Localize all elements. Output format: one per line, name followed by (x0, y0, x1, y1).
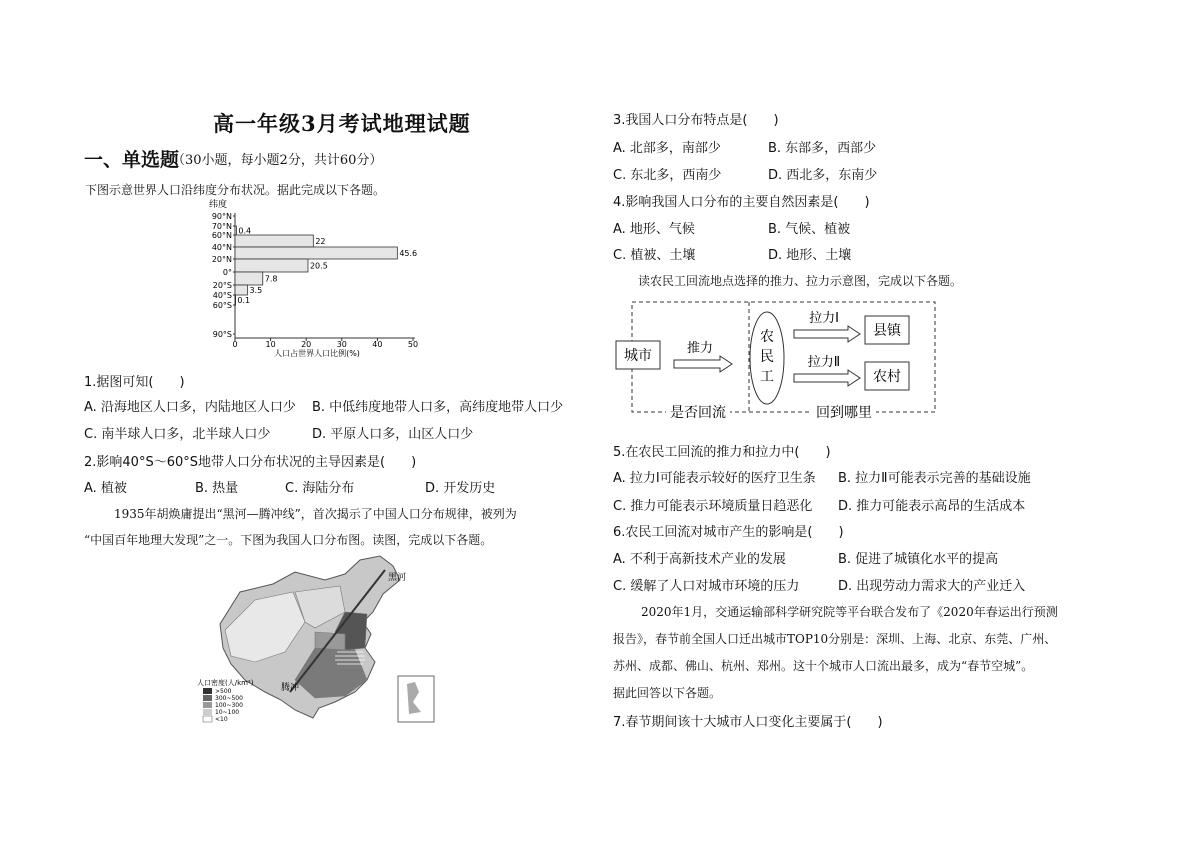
legend-swatch-2 (203, 695, 212, 701)
label-town: 县镇 (873, 323, 901, 339)
q1-option-a[interactable]: A. 沿海地区人口多，内陆地区人口少 (84, 400, 296, 415)
chart-bar-value-label: 20.5 (309, 261, 328, 271)
section-note: （30小题，每小题2分，共计60分） (172, 153, 383, 168)
q1-option-d[interactable]: D. 平原人口多，山区人口少 (312, 427, 474, 442)
intro-spring-line-2: 报告》，春节前全国人口迁出城市TOP10分别是：深圳、上海、北京、东莞、广州、 (613, 632, 1057, 646)
intro-spring-line-4: 据此回答以下各题。 (613, 686, 722, 700)
q6-option-c[interactable]: C. 缓解了人口对城市环境的压力 (613, 579, 800, 594)
q2-option-d[interactable]: D. 开发历史 (425, 481, 496, 496)
q3-option-a[interactable]: A. 北部多，南部少 (613, 141, 721, 156)
chart-bar-value-label: 45.6 (399, 249, 418, 258)
intro-latitude-chart: 下图示意世界人口沿纬度分布状况。据此完成以下各题。 (85, 183, 386, 197)
label-worker-3: 工 (760, 369, 774, 385)
q7-stem: 7.春节期间该十大城市人口变化主要属于( ) (613, 715, 883, 730)
lat-tick-label: 70°N (211, 222, 232, 231)
chart-xlabel: 人口占世界人口比例(%) (274, 349, 360, 358)
q2-option-a[interactable]: A. 植被 (84, 481, 127, 496)
chart-bar-value-label: 3.5 (249, 286, 263, 295)
q6-stem: 6.农民工回流对城市产生的影响是( ) (613, 525, 844, 540)
chart-bar-value-label: 0.1 (237, 296, 251, 305)
chart-bar (235, 247, 397, 259)
q4-option-b[interactable]: B. 气候、植被 (768, 222, 851, 237)
q5-option-a[interactable]: A. 拉力Ⅰ可能表示较好的医疗卫生条 (613, 471, 816, 486)
chart-bar-value-label: 7.8 (264, 274, 278, 284)
q5-option-d[interactable]: D. 推力可能表示高昂的生活成本 (838, 499, 1026, 514)
q4-stem: 4.影响我国人口分布的主要自然因素是( ) (613, 195, 870, 210)
lat-tick-label: 90°N (211, 212, 232, 221)
q1-option-c[interactable]: C. 南半球人口多，北半球人口少 (84, 427, 271, 442)
label-village: 农村 (873, 369, 901, 385)
lat-tick-label: 0° (222, 268, 232, 277)
q3-stem: 3.我国人口分布特点是( ) (613, 113, 779, 128)
legend-item-3: 100~300 (215, 702, 243, 709)
chart-bar (235, 235, 313, 247)
legend-swatch-3 (203, 702, 212, 708)
chart-bar (235, 226, 236, 235)
push-arrow (674, 356, 732, 372)
intro-migrant-diagram: 读农民工回流地点选择的推力、拉力示意图，完成以下各题。 (638, 274, 963, 288)
q6-option-a[interactable]: A. 不利于高新技术产业的发展 (613, 552, 786, 567)
q2-option-b[interactable]: B. 热量 (195, 481, 239, 496)
label-where-return: 回到哪里 (816, 405, 872, 421)
label-heihe: 黑河 (388, 573, 407, 583)
q2-stem: 2.影响40°S～60°S地带人口分布状况的主导因素是( ) (84, 455, 417, 470)
label-whether-return: 是否回流 (670, 405, 726, 421)
section-heading: 一、单选题 (84, 149, 180, 171)
legend-item-1: >500 (215, 688, 232, 695)
lat-tick-label: 40°N (211, 243, 232, 252)
x-tick-label: 50 (407, 340, 419, 349)
lat-tick-label: 60°S (212, 301, 232, 310)
chart-bar-value-label: 0.4 (238, 226, 252, 236)
page-title: 高一年级3月考试地理试题 (213, 111, 471, 136)
legend-swatch-1 (203, 688, 212, 694)
chart-bar-value-label: 22 (315, 237, 326, 246)
pull1-arrow (794, 326, 860, 342)
x-tick-label: 20 (301, 340, 312, 349)
x-tick-label: 40 (372, 340, 383, 349)
label-worker-1: 农 (760, 329, 774, 345)
q4-option-c[interactable]: C. 植被、土壤 (613, 248, 696, 263)
q2-option-c[interactable]: C. 海陆分布 (285, 481, 355, 496)
legend-swatch-5 (203, 716, 212, 722)
lat-tick-label: 90°S (212, 330, 232, 339)
q3-option-c[interactable]: C. 东北多，西南少 (613, 168, 722, 183)
latitude-population-chart (195, 196, 440, 361)
q1-option-b[interactable]: B. 中低纬度地带人口多，高纬度地带人口少 (312, 400, 564, 415)
x-tick-label: 30 (336, 340, 347, 349)
label-worker-2: 民 (760, 349, 774, 365)
label-city: 城市 (624, 348, 652, 364)
label-push: 推力 (686, 341, 714, 356)
q5-stem: 5.在农民工回流的推力和拉力中( ) (613, 445, 831, 460)
x-tick-label: 10 (265, 340, 276, 349)
push-pull-diagram (612, 294, 937, 424)
legend-item-2: 300~500 (215, 695, 243, 702)
china-population-map (195, 552, 445, 727)
intro-spring-line-1: 2020年1月，交通运输部科学研究院等平台联合发布了《2020年春运出行预测 (641, 605, 1058, 619)
intro-heihe-line-2: “中国百年地理大发现”之一。下图为我国人口分布图。读图，完成以下各题。 (84, 533, 493, 547)
chart-bar (235, 295, 236, 305)
chart-bar (235, 285, 247, 295)
label-pull-1: 拉力Ⅰ (809, 311, 839, 326)
lat-tick-label: 20°N (211, 255, 232, 264)
q3-option-b[interactable]: B. 东部多，西部少 (768, 141, 877, 156)
q5-option-c[interactable]: C. 推力可能表示环境质量日趋恶化 (613, 499, 813, 514)
q4-option-d[interactable]: D. 地形、土壤 (768, 248, 852, 263)
intro-spring-line-3: 苏州、成都、佛山、杭州、郑州。这十个城市人口流出最多，成为“春节空城”。 (613, 659, 1034, 673)
chart-ylabel: 纬度 (209, 200, 228, 210)
lat-tick-label: 20°S (212, 281, 232, 290)
chart-bar (235, 259, 308, 272)
legend-item-5: <10 (215, 716, 228, 723)
q6-option-b[interactable]: B. 促进了城镇化水平的提高 (838, 552, 999, 567)
south-sea-inset (398, 676, 434, 722)
legend-title: 人口密度(人/km²) (197, 679, 254, 687)
pull2-arrow (794, 370, 860, 386)
q3-option-d[interactable]: D. 西北多，东南少 (768, 168, 878, 183)
q4-option-a[interactable]: A. 地形、气候 (613, 222, 695, 237)
chart-bar (235, 272, 263, 285)
label-pull-2: 拉力Ⅱ (807, 355, 841, 370)
lat-tick-label: 40°S (212, 291, 232, 300)
legend-swatch-4 (203, 709, 212, 715)
q6-option-d[interactable]: D. 出现劳动力需求大的产业迁入 (838, 579, 1026, 594)
x-tick-label: 0 (232, 340, 238, 349)
legend-item-4: 10~100 (215, 709, 240, 716)
q5-option-b[interactable]: B. 拉力Ⅱ可能表示完善的基础设施 (838, 471, 1031, 486)
intro-heihe-line-1: 1935年胡焕庸提出“黑河—腾冲线”，首次揭示了中国人口分布规律，被列为 (114, 507, 517, 521)
q1-stem: 1.据图可知( ) (84, 375, 185, 390)
lat-tick-label: 60°N (211, 231, 232, 240)
label-tengchong: 腾冲 (281, 683, 300, 693)
